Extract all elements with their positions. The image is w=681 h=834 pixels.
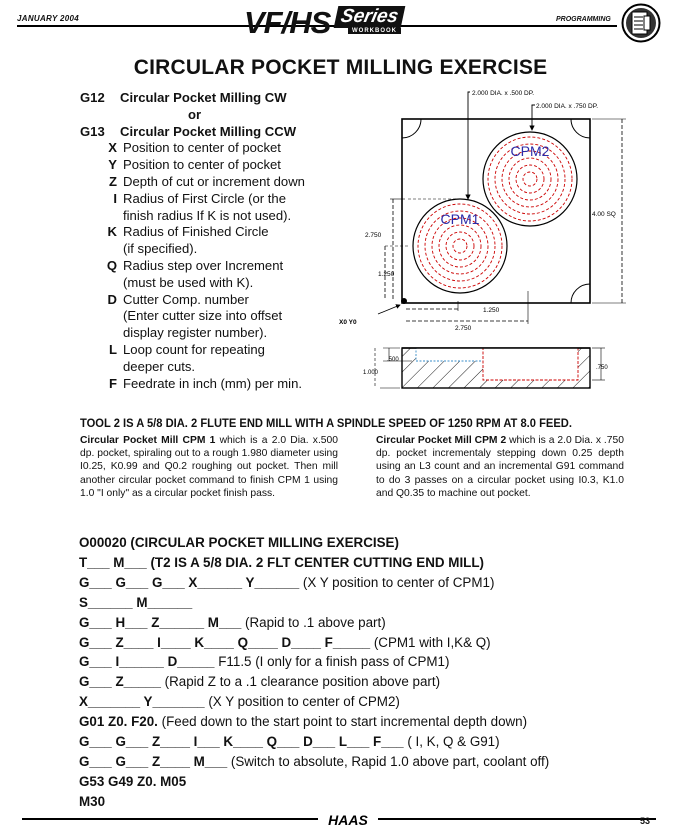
param-row <box>80 174 305 191</box>
program-comment: F11.5 (I only for a finish pass of CPM1) <box>214 654 450 670</box>
param-desc: Radius of First Circle (or the <box>123 190 286 206</box>
program-comment: ( I, K, Q & G91) <box>403 734 500 750</box>
logo-series-text: Series <box>334 6 406 28</box>
param-desc: finish radius If K is not used). <box>123 207 292 223</box>
program-line <box>79 692 549 712</box>
haas-logo <box>318 812 378 828</box>
param-code: Q <box>106 257 117 273</box>
program-comment: (CPM1 with I,K& Q) <box>370 634 491 650</box>
program-line <box>79 593 549 613</box>
param-desc: display register number). <box>123 325 268 341</box>
header-date: JANUARY 2004 <box>17 14 80 23</box>
param-code <box>80 325 123 342</box>
section-view <box>402 348 590 388</box>
cpm1-paragraph-body: which is a 2.0 Dia. x.500 dp. pocket, spiraling out to a rough 1.980 diameter using I0.25, K0.99 and Q0.2 roughing out pocket. Then mill another circular pocket command to finish CPM 1 using 1.0 "I only" as a circular pocket finish pass. <box>80 435 338 499</box>
cpm2-label: CPM2 <box>510 143 550 159</box>
param-row <box>80 275 305 292</box>
cpm2-paragraph-lead: Circular Pocket Mill CPM 2 <box>376 435 507 446</box>
header-section: PROGRAMMING <box>556 16 611 23</box>
param-code: F <box>109 375 117 391</box>
param-code: D <box>107 291 117 307</box>
program-code: O00020 (CIRCULAR POCKET MILLING EXERCISE) <box>79 535 399 550</box>
program-line <box>79 652 549 672</box>
param-desc: (Enter cutter size into offset <box>123 308 283 324</box>
program-code: G___ G___ Z____ M___ <box>79 753 228 769</box>
cpm1-pocket <box>413 199 507 293</box>
dim-1000: 1.000 <box>363 370 379 376</box>
param-code: K <box>107 224 117 240</box>
dim-1250-horizontal: 1.250 <box>483 307 500 314</box>
dim-1250-vertical: 1.250 <box>378 271 395 278</box>
program-code: S______ M______ <box>79 594 193 610</box>
dim-750: .750 <box>596 365 608 371</box>
gcode-g13-row <box>80 124 305 141</box>
param-code: Z <box>109 173 117 189</box>
cpm1-paragraph-lead: Circular Pocket Mill CPM 1 <box>80 435 216 446</box>
param-code <box>80 275 123 292</box>
program-code: X_______ Y_______ <box>79 694 205 710</box>
param-code: Y <box>108 157 117 173</box>
gcode-g12-code: G12 <box>80 90 105 105</box>
program-comment: (X Y position to center of CPM2) <box>204 694 400 710</box>
page-number: 53 <box>640 816 651 826</box>
gcode-g12-desc: Circular Pocket Milling CW <box>120 90 287 105</box>
cpm1-label: CPM1 <box>440 211 480 227</box>
program-comment: (X Y position to center of CPM1) <box>299 574 495 590</box>
param-row <box>80 208 305 225</box>
origin-marker <box>401 298 407 304</box>
program-comment: (Switch to absolute, Rapid 1.0 above part, coolant off) <box>227 753 550 769</box>
param-row <box>80 292 305 309</box>
param-desc: Radius of Finished Circle <box>123 224 269 240</box>
param-desc: Loop count for repeating <box>123 341 265 357</box>
program-code: G___ H___ Z______ M___ <box>79 614 242 630</box>
param-row <box>80 342 305 359</box>
param-desc: Radius step over Increment <box>123 257 284 273</box>
param-row <box>80 191 305 208</box>
program-code: G___ I______ D_____ <box>79 654 215 670</box>
dim-2750-vertical: 2.750 <box>365 232 382 239</box>
haas-logo-text: HAAS <box>328 812 368 828</box>
page-title: CIRCULAR POCKET MILLING EXERCISE <box>133 56 548 79</box>
dim-2750-horizontal: 2.750 <box>455 325 472 332</box>
dim-500: .500 <box>387 357 399 363</box>
param-desc: (if specified). <box>123 241 198 257</box>
cpm2-pocket <box>483 132 577 226</box>
cpm1-paragraph <box>80 434 338 500</box>
programming-section-icon <box>621 3 661 43</box>
gcode-or: or <box>188 106 202 122</box>
program-line <box>79 792 549 812</box>
param-row <box>80 325 305 342</box>
param-code <box>80 359 123 376</box>
program-line <box>79 752 549 772</box>
program-code: G53 G49 Z0. M05 <box>79 773 187 789</box>
param-desc: Feedrate in inch (mm) per min. <box>123 375 303 391</box>
program-line <box>79 672 549 692</box>
param-code <box>80 241 123 258</box>
param-row <box>80 241 305 258</box>
param-desc: Position to center of pocket <box>123 157 281 173</box>
gcode-g12-row <box>80 90 305 107</box>
gcode-parameter-list <box>80 140 305 392</box>
cpm2-paragraph <box>376 434 624 500</box>
program-code: G___ G___ Z____ I___ K____ Q___ D___ L___ F___ <box>79 734 404 750</box>
param-desc: (must be used with K). <box>123 274 254 290</box>
param-row <box>80 359 305 376</box>
gcode-g13-code: G13 <box>80 123 105 139</box>
program-code: T___ M___ (T2 IS A 5/8 DIA. 2 FLT CENTER CUTTING END MILL) <box>79 554 484 570</box>
pocket-diagram <box>330 86 630 396</box>
program-line <box>79 573 549 593</box>
program-line <box>79 553 549 573</box>
label-dia-1: 2.000 DIA. x .500 DP. <box>472 90 535 97</box>
program-line <box>79 732 549 752</box>
dim-4sq: 4.00 SQ <box>592 211 616 218</box>
program-line <box>79 533 549 553</box>
program-code: G___ G___ G___ X______ Y______ <box>79 574 300 590</box>
vf-hs-series-logo <box>244 4 438 44</box>
program-comment: (Rapid to .1 above part) <box>241 614 386 630</box>
program-listing <box>79 533 549 812</box>
param-code: L <box>109 341 117 357</box>
program-comment: (Rapid Z to a .1 clearance position above part) <box>160 674 441 690</box>
param-desc: Depth of cut or increment down <box>123 173 305 189</box>
program-line <box>79 633 549 653</box>
program-comment: (Feed down to the start point to start incremental depth down) <box>157 714 528 730</box>
param-row <box>80 224 305 241</box>
param-desc: deeper cuts. <box>123 358 196 374</box>
program-code: G___ Z_____ <box>79 674 161 690</box>
program-code: M30 <box>79 793 106 809</box>
tool-description: TOOL 2 IS A 5/8 DIA. 2 FLUTE END MILL WITH A SPINDLE SPEED OF 1250 RPM AT 8.0 FEED. <box>80 416 572 430</box>
logo-vf-text: VF/HS <box>244 5 331 40</box>
param-row <box>80 376 305 393</box>
param-code: I <box>113 190 117 206</box>
param-code <box>80 308 123 325</box>
param-row <box>80 258 305 275</box>
origin-label: X0 Y0 <box>339 319 357 326</box>
cpm2-paragraph-body: which is a 2.0 Dia. x .750 dp. pocket incrementaly stepping down 0.25 depth using an L3 count and an incremental G91 command to do 3 passes on a circular pocket using I0.3, K1.0 and Q0.35 to machine out pocket. <box>376 435 624 499</box>
param-desc: Position to center of pocket <box>123 140 281 156</box>
program-code: G___ Z____ I____ K____ Q____ D____ F_____ <box>79 634 371 650</box>
param-desc: Cutter Comp. number <box>123 291 249 307</box>
param-row <box>80 140 305 157</box>
gcode-g13-desc: Circular Pocket Milling CCW <box>120 123 297 139</box>
program-code: G01 Z0. F20. <box>79 714 158 730</box>
param-code: X <box>108 140 117 156</box>
logo-workbook-text: WORKBOOK <box>348 28 401 34</box>
param-row <box>80 308 305 325</box>
gcode-description-list <box>80 90 305 392</box>
param-row <box>80 157 305 174</box>
program-line <box>79 772 549 792</box>
program-line <box>79 613 549 633</box>
param-code <box>80 208 123 225</box>
program-line <box>79 712 549 732</box>
label-dia-2: 2.000 DIA. x .750 DP. <box>536 103 599 110</box>
